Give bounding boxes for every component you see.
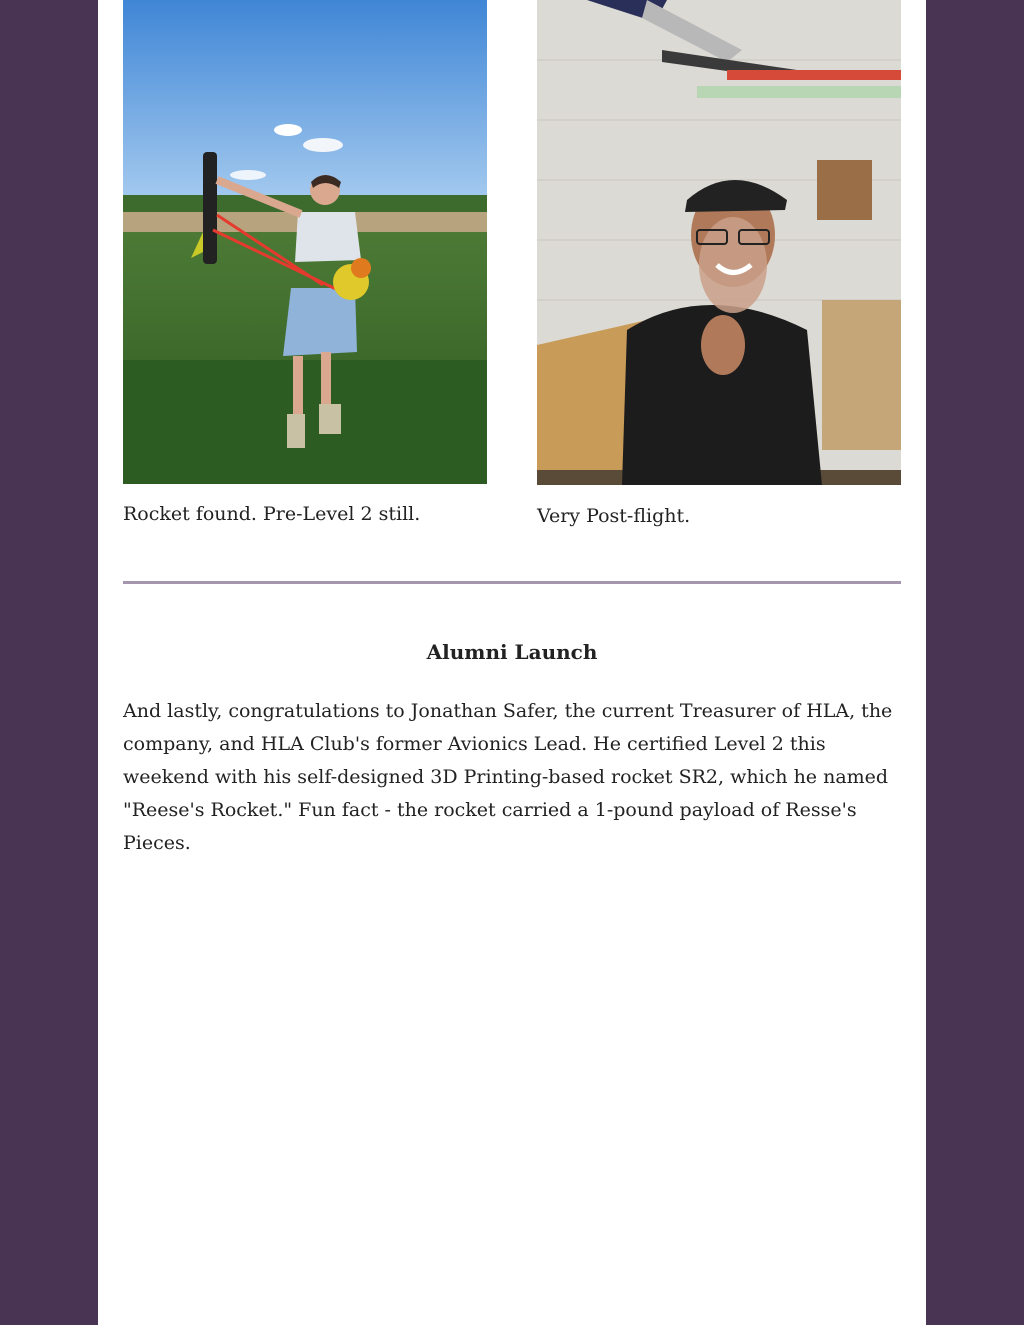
alumni-launch-body: And lastly, congratulations to Jonathan Safer, the current Treasurer of HLA, the company, and HLA Club's former Avionics Lead. He certified Level 2 this weekend with his self-designed 3D Printing-based rocket SR2, which he named "Reese's Rocket." Fun fact - the rocket carried a 1-pound payload of Resse's Pieces. bbox=[123, 700, 893, 854]
post-flight-caption: Very Post-flight. bbox=[537, 505, 691, 527]
person-with-magnifier-photo-icon bbox=[537, 0, 901, 485]
section-divider bbox=[123, 581, 901, 584]
rocket-found-photo bbox=[123, 0, 487, 484]
post-flight-photo bbox=[537, 0, 901, 485]
person-with-rocket-photo-icon bbox=[123, 0, 487, 484]
rocket-found-caption: Rocket found. Pre-Level 2 still. bbox=[123, 503, 421, 525]
newsletter-page bbox=[98, 0, 926, 1325]
alumni-launch-heading: Alumni Launch bbox=[426, 640, 598, 664]
